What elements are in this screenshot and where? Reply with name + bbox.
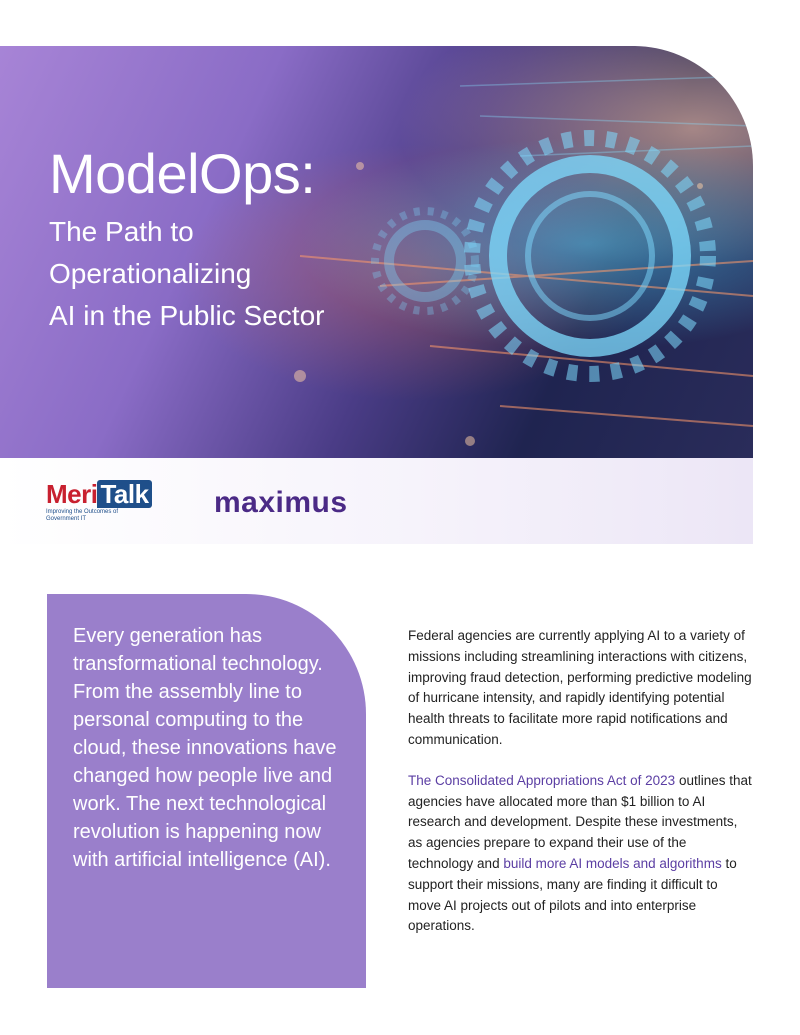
subtitle-line: The Path to — [49, 216, 194, 247]
meritalk-logo — [46, 480, 161, 530]
body-paragraph: Federal agencies are currently applying AI to a variety of missions including streamlining interactions with citizens, improving fraud detection, performing predictive modeling of hurricane intensity, and rapidly identifying potential health threats to facilitate more rapid notifications and communication. — [408, 628, 752, 747]
hero-banner — [0, 46, 753, 458]
maximus-logo: maximus — [214, 486, 348, 519]
body-text-span: to support their missions, many are finding it difficult to move AI projects out of pilots and into enterprise operations. — [408, 855, 737, 934]
page-title: ModelOps: — [49, 142, 316, 205]
page-subtitle — [49, 211, 409, 337]
subtitle-line: AI in the Public Sector — [49, 300, 325, 331]
meritalk-talk-bubble: Talk — [97, 480, 151, 508]
meritalk-tagline: Improving the Outcomes of Government IT — [46, 509, 119, 522]
body-text-column — [408, 626, 753, 957]
ai-models-link[interactable]: build more AI models and algorithms — [503, 855, 722, 871]
pull-quote-box — [47, 594, 366, 988]
meritalk-wordmark — [46, 480, 161, 508]
body-paragraph — [408, 771, 753, 937]
appropriations-act-link[interactable]: The Consolidated Appropriations Act of 2023 — [408, 772, 676, 788]
body-text-span: outlines that agencies have allocated more than $1 billion to AI research and development. Despite these investments, as agencies prepare to expand their use of the technology and — [408, 772, 752, 871]
logo-band — [0, 458, 753, 544]
pull-quote-text: Every generation has transformational technology. From the assembly line to personal computing to the cloud, these innovations have changed how people live and work. The next technological revolution is happening now with artificial intelligence (AI). — [73, 625, 337, 871]
subtitle-line: Operationalizing — [49, 258, 252, 289]
meritalk-meri: Meri — [46, 479, 98, 509]
